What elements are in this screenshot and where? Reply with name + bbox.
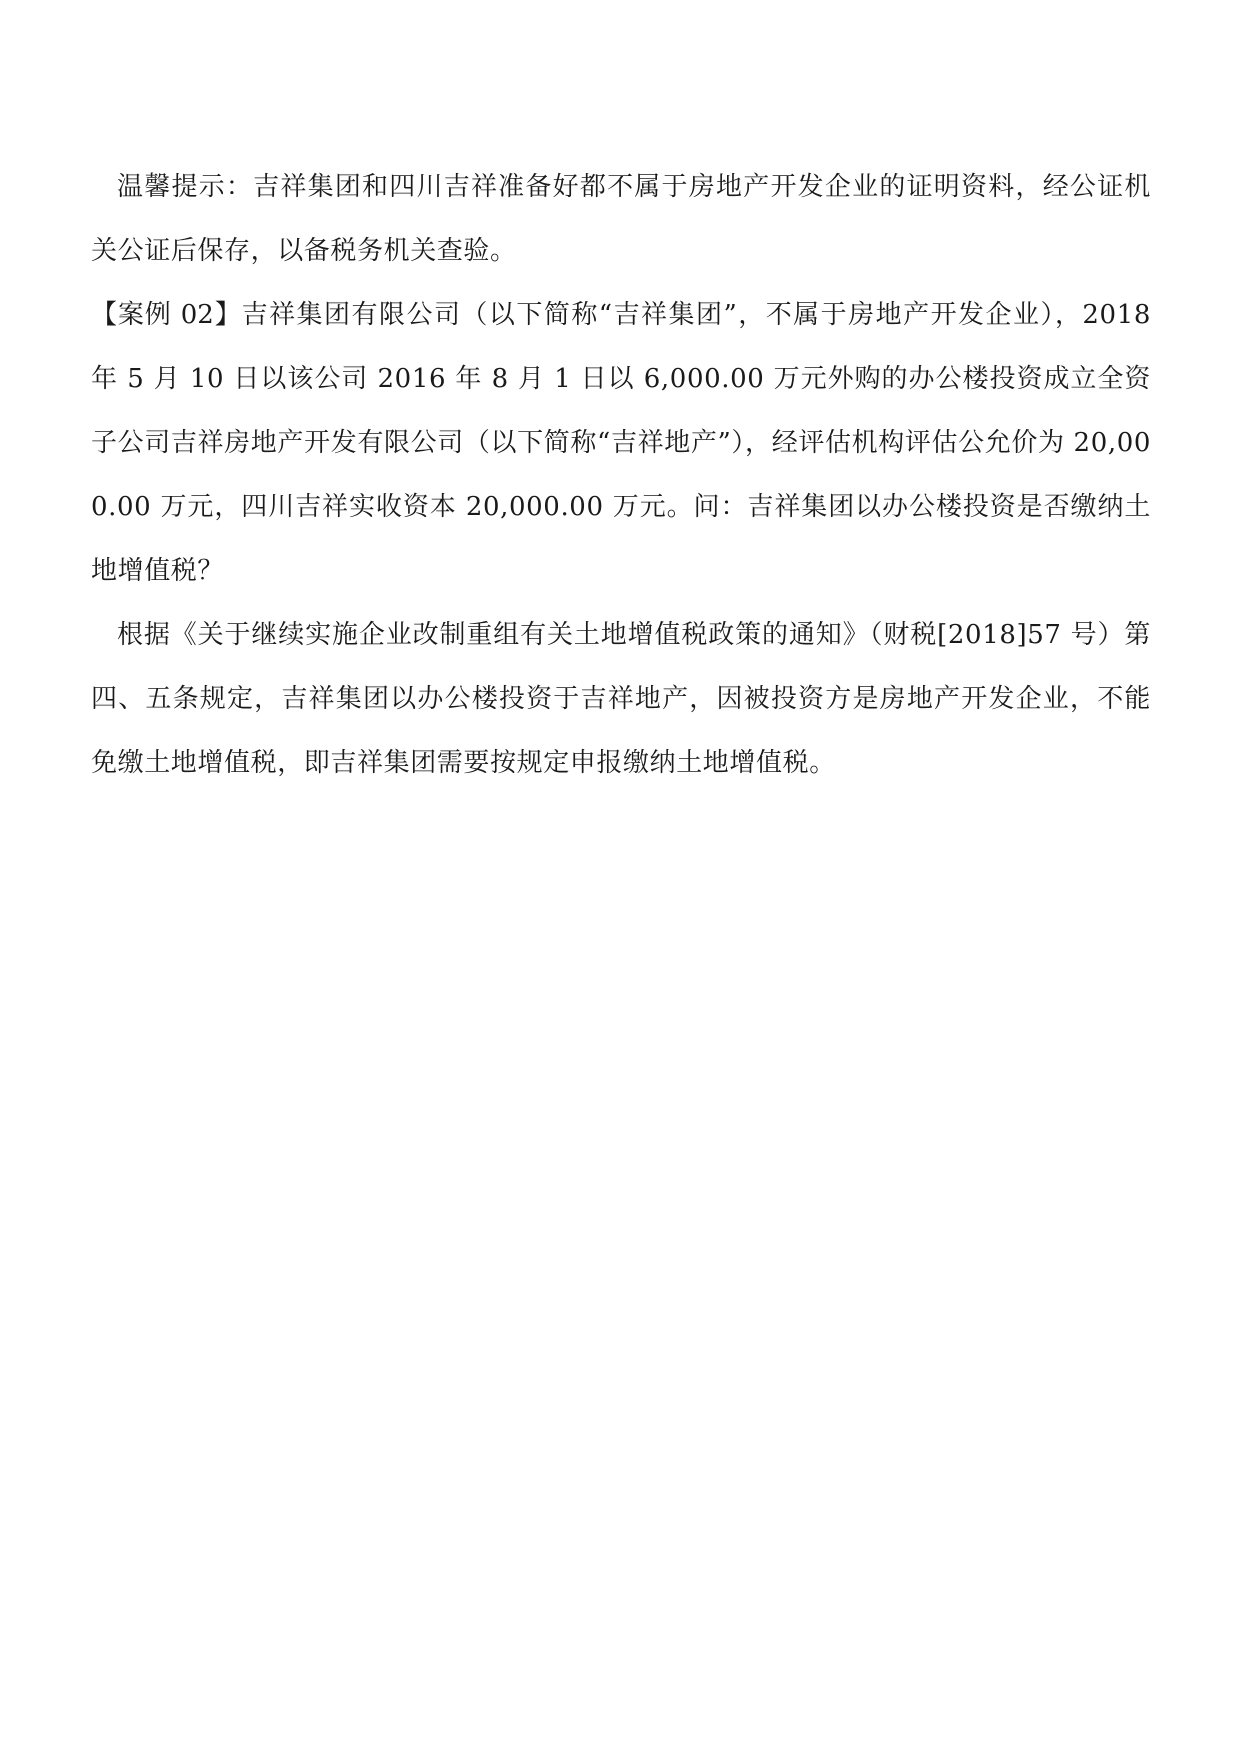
document-body [91, 155, 1151, 795]
case-paragraph [91, 283, 1151, 603]
case-tag: 【案例 02】 [91, 300, 242, 330]
tip-paragraph: 温馨提示：吉祥集团和四川吉祥准备好都不属于房地产开发企业的证明资料，经公证机关公证后保存，以备税务机关查验。 [91, 172, 1151, 266]
answer-paragraph: 根据《关于继续实施企业改制重组有关土地增值税政策的通知》（财税[2018]57 号）第四、五条规定，吉祥集团以办公楼投资于吉祥地产，因被投资方是房地产开发企业，不能免缴土地增值税，即吉祥集团需要按规定申报缴纳土地增值税。 [91, 620, 1151, 778]
case-text: 吉祥集团有限公司（以下简称“吉祥集团”，不属于房地产开发企业），2018 年 5 月 10 日以该公司 2016 年 8 月 1 日以 6,000.00 万元外购的办公楼投资成立全资子公司吉祥房地产开发有限公司（以下简称“吉祥地产”），经评估机构评估公允价为 20,000.00 万元，四川吉祥实收资本 20,000.00 万元。问：吉祥集团以办公楼投资是否缴纳土地增值税？ [91, 300, 1151, 586]
